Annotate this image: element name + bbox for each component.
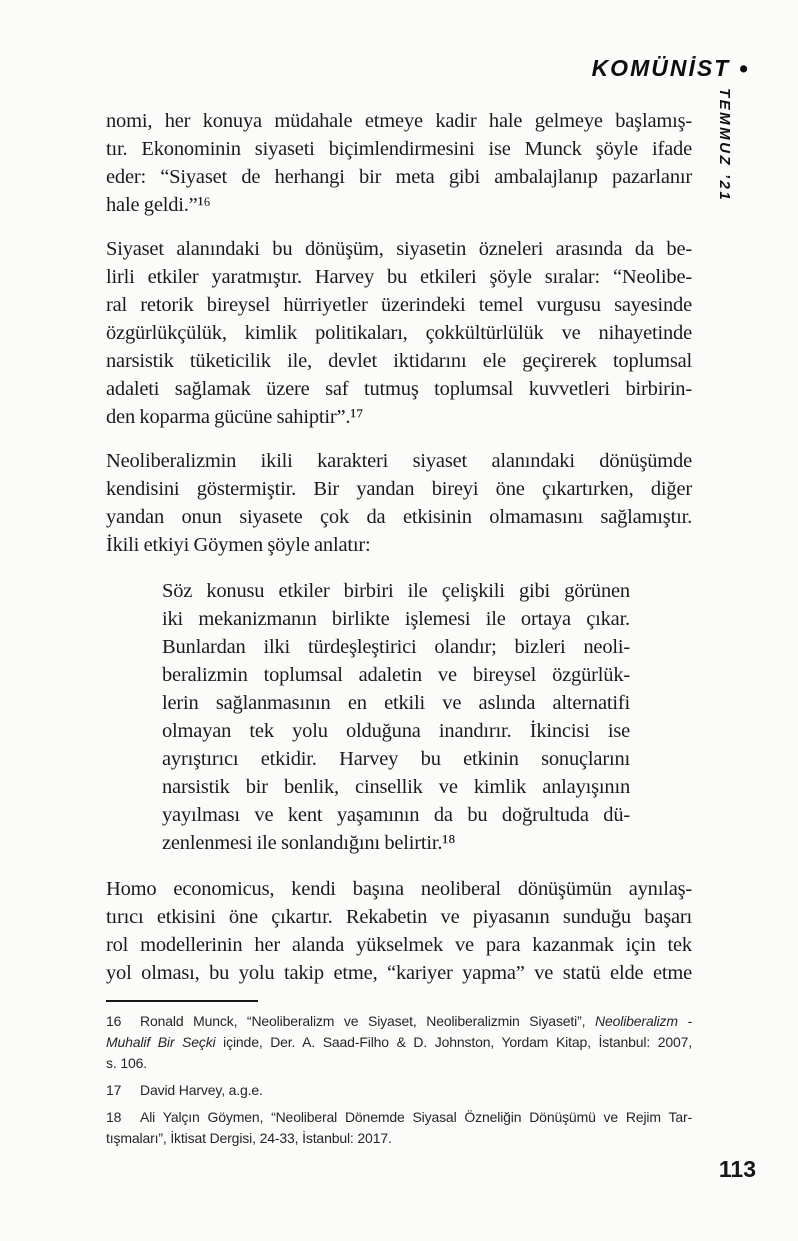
text-line: yandan onun siyasete çok da etkisinin olmamasını sağlamıştır. (106, 506, 692, 528)
body-paragraph (106, 107, 692, 219)
footnote-item (106, 1107, 692, 1149)
text-line: ral retorik bireysel hürriyetler üzerindeki temel vurgusu sayesinde (106, 294, 692, 316)
text-line: Söz konusu etkiler birbiri ile çelişkili gibi görünen (162, 580, 630, 602)
header-bullet-icon: • (739, 55, 748, 83)
text-line: yayılması ve kent yaşamının da bu doğrultuda dü- (162, 804, 630, 826)
body-paragraph (106, 235, 692, 431)
text-line: iki mekanizmanın birlikte işlemesi ile ortaya çıkar. (162, 608, 630, 630)
text-line: zenlenmesi ile sonlandığını belirtir.¹⁸ (162, 832, 456, 854)
text-line: ayrıştırıcı etkidir. Harvey bu etkinin sonuçlarını (162, 748, 630, 770)
text-line: Homo economicus, kendi başına neoliberal dönüşümün aynılaş- (106, 878, 692, 900)
text-line: özgürlükçülük, kimlik politikaları, çokkültürlülük ve nihayetinde (106, 322, 692, 344)
magazine-title: KOMÜNİST (591, 55, 731, 81)
footnote-line: 18 Ali Yalçın Göymen, “Neoliberal Dönemde Siyasal Özneliğin Dönüşümü ve Rejim Tar- (106, 1107, 692, 1128)
body-text (106, 107, 692, 1003)
footnotes (106, 1011, 692, 1155)
page-number: 113 (718, 1156, 756, 1182)
text-line: kendisini göstermiştir. Bir yandan bireyi öne çıkartırken, diğer (106, 478, 692, 500)
text-line: narsistik bir benlik, cinsellik ve kimlik anlayışının (162, 776, 630, 798)
text-line: lerin sağlanmasının en etkili ve aslında alternatifi (162, 692, 630, 714)
text-line: Siyaset alanındaki bu dönüşüm, siyasetin özneleri arasında da be- (106, 238, 692, 260)
footnote-divider (106, 1000, 258, 1002)
text-line: adaleti sağlamak üzere saf tutmuş toplumsal kuvvetleri birbirin- (106, 378, 692, 400)
text-line: İkili etkiyi Göymen şöyle anlatır: (106, 534, 371, 556)
issue-label-vertical: TEMMUZ ’21 (716, 88, 733, 203)
text-line: beralizmin toplumsal adaletin ve bireysel özgürlük- (162, 664, 630, 686)
page-header (592, 55, 748, 84)
text-line: Bunlardan ilki türdeşleştirici olandır; bizleri neoli- (162, 636, 630, 658)
footnote-item (106, 1080, 692, 1101)
footnote-number: 17 (106, 1082, 122, 1098)
text-line: eder: “Siyaset de herhangi bir meta gibi ambalajlanıp pazarlanır (106, 166, 692, 188)
text-line: rol modellerinin her alanda yükselmek ve para kazanmak için tek (106, 934, 692, 956)
block-quote (162, 577, 630, 857)
text-line: den koparma gücüne sahiptir”.¹⁷ (106, 406, 364, 428)
text-line: Neoliberalizmin ikili karakteri siyaset alanındaki dönüşümde (106, 450, 692, 472)
footnote-number: 18 (106, 1109, 122, 1125)
text-line: lirli etkiler yaratmıştır. Harvey bu etkileri şöyle sıralar: “Neolibe- (106, 266, 692, 288)
footnote-line: s. 106. (106, 1055, 147, 1071)
text-line: tır. Ekonominin siyaseti biçimlendirmesini ise Munck şöyle ifade (106, 138, 692, 160)
text-line: olmayan tek yolu olduğuna inandırır. İkincisi ise (162, 720, 630, 742)
footnote-line: 16 Ronald Munck, “Neoliberalizm ve Siyaset, Neoliberalizmin Siyaseti”, Neoliberalizm - (106, 1011, 692, 1032)
body-paragraph (106, 447, 692, 559)
text-line: tırıcı etkisini öne çıkartır. Rekabetin ve piyasanın sunduğu başarı (106, 906, 692, 928)
text-line: yol olması, bu yolu takip etme, “kariyer yapma” ve statü elde etme (106, 962, 692, 984)
footnote-line: 17 David Harvey, a.g.e. (106, 1080, 692, 1101)
text-line: narsistik tüketicilik ile, devlet iktidarını ele geçirerek toplumsal (106, 350, 692, 372)
text-line: nomi, her konuya müdahale etmeye kadir hale gelmeye başlamış- (106, 110, 692, 132)
footnote-line: tışmaları”, İktisat Dergisi, 24-33, İstanbul: 2017. (106, 1130, 392, 1146)
footnote-item (106, 1011, 692, 1074)
footnote-line: Muhalif Bir Seçki içinde, Der. A. Saad-Filho & D. Johnston, Yordam Kitap, İstanbul: 2007, (106, 1034, 692, 1050)
footnote-number: 16 (106, 1013, 122, 1029)
body-paragraph (106, 875, 692, 987)
text-line: hale geldi.”¹⁶ (106, 194, 211, 216)
